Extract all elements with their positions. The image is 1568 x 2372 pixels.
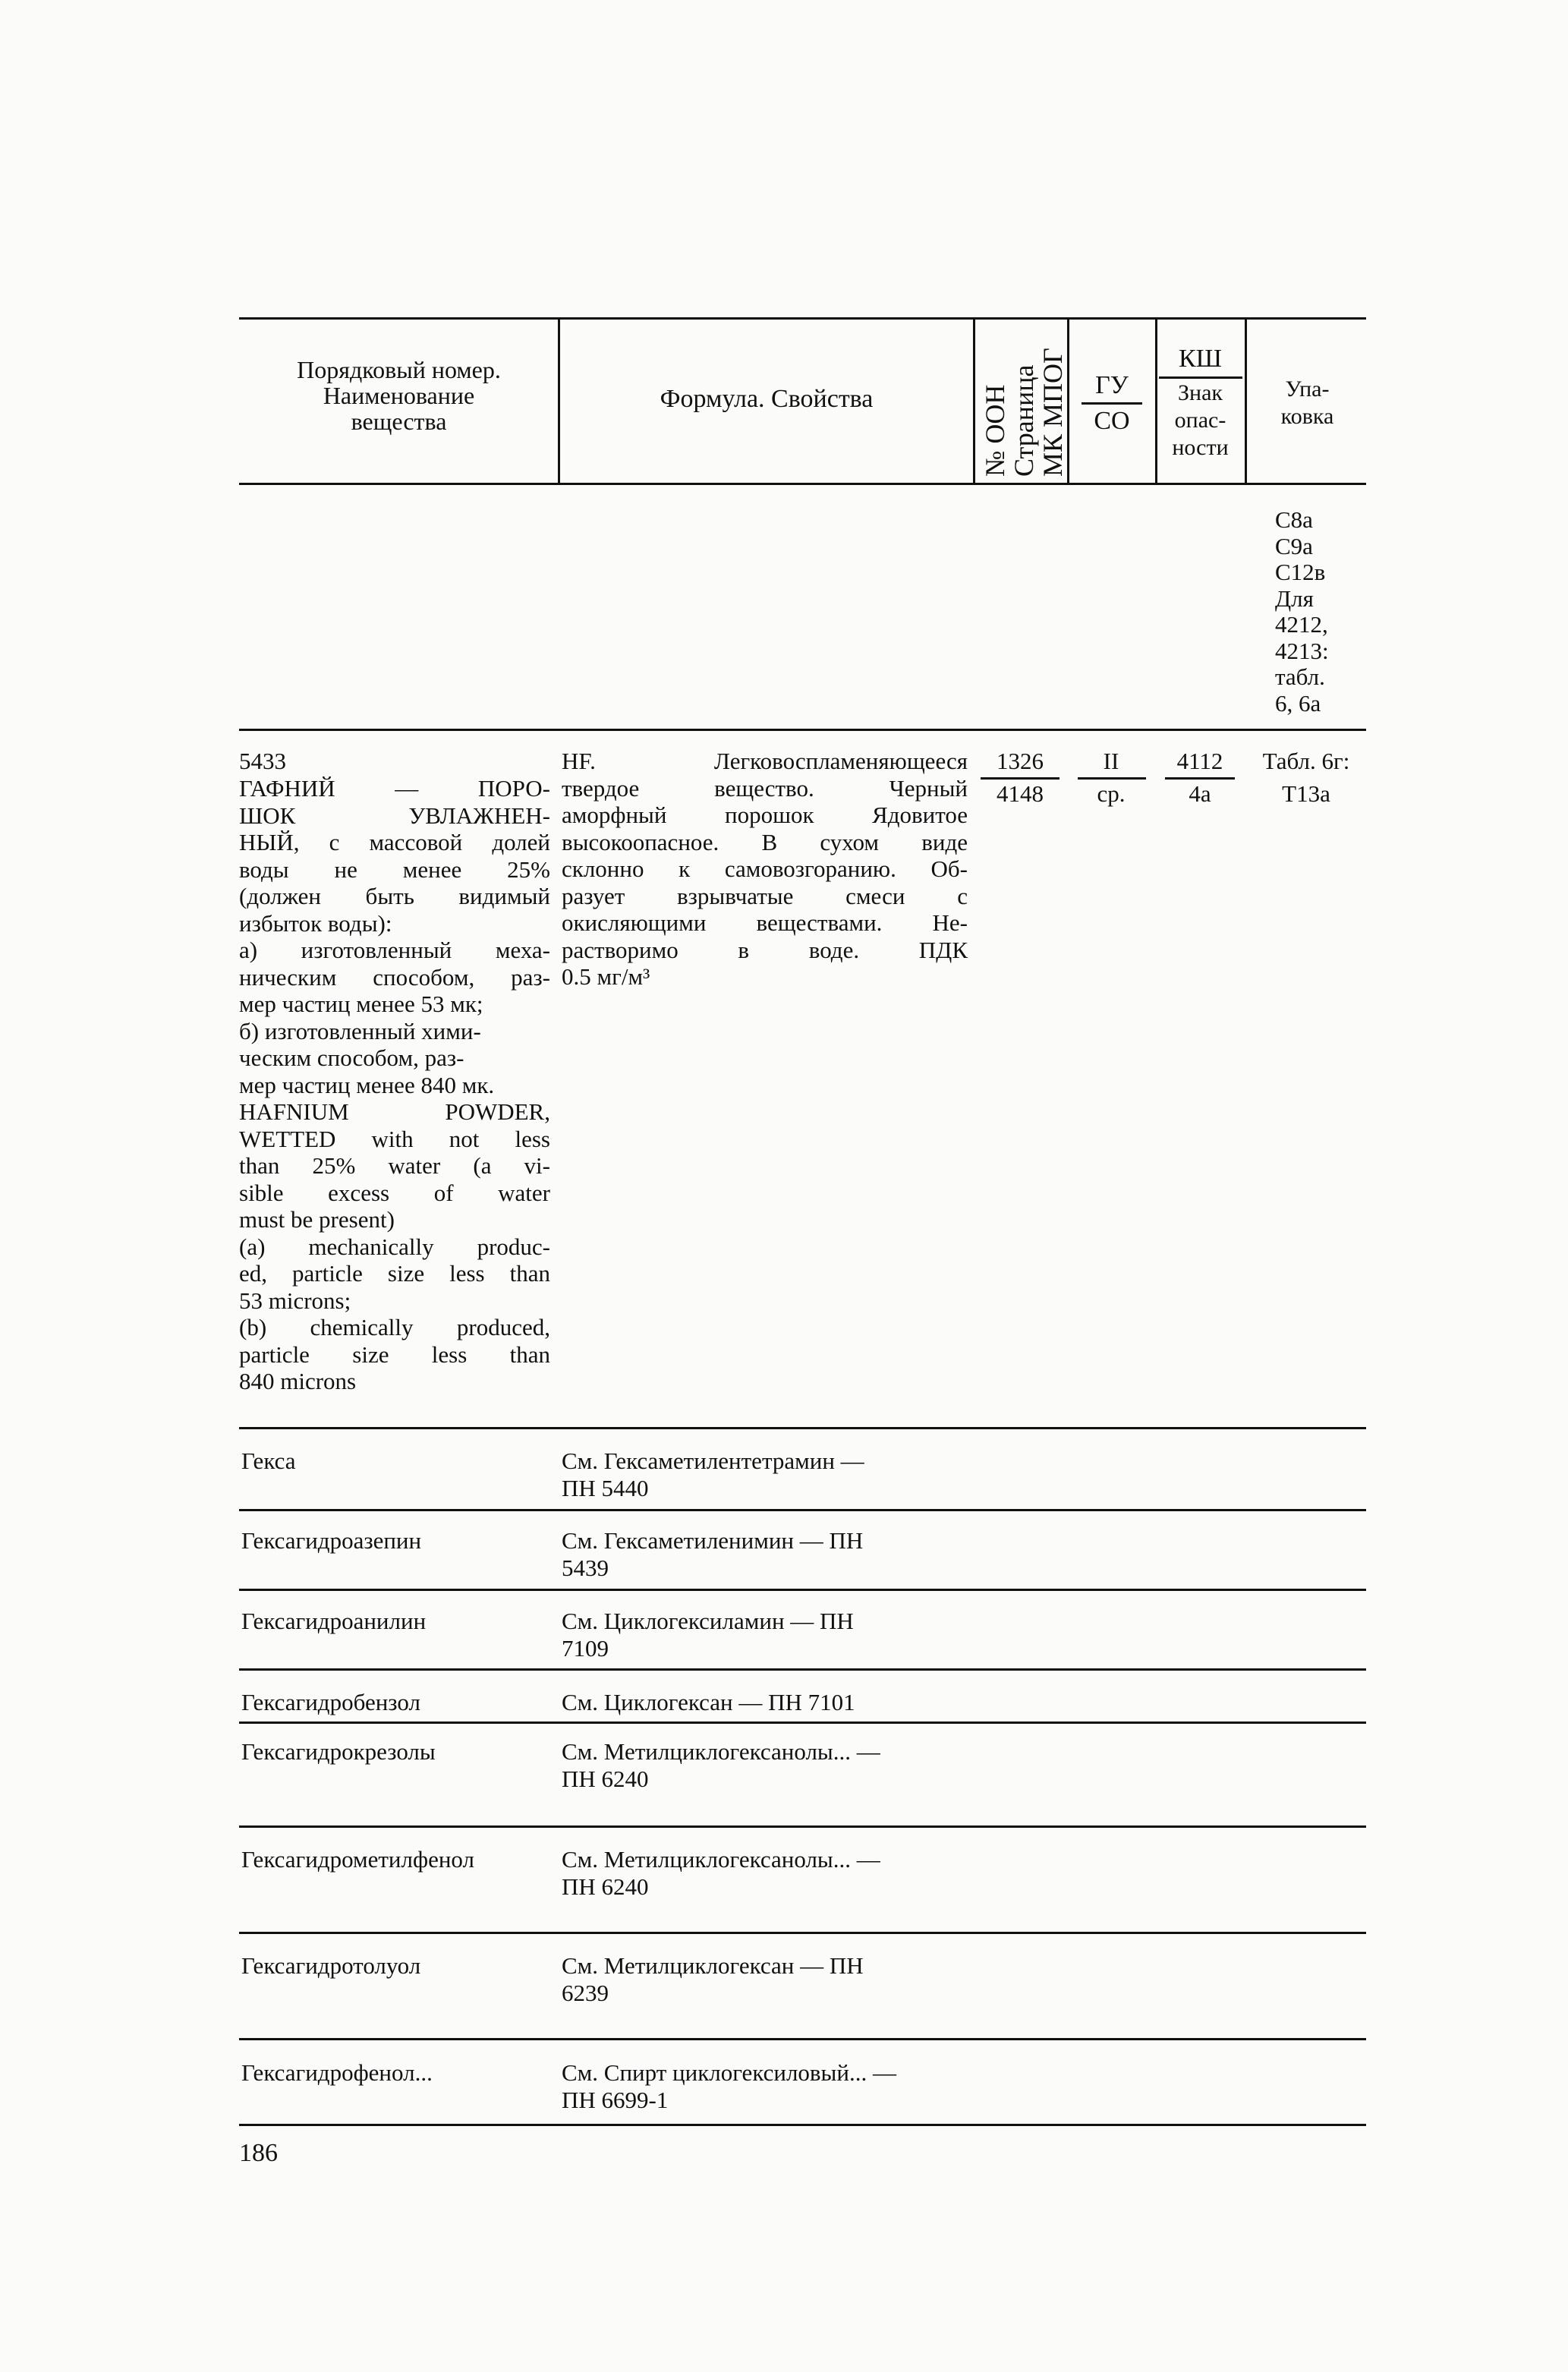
ref-name: Гексагидротолуол: [241, 1952, 421, 1979]
ref-name: Гексагидрокрезолы: [241, 1738, 436, 1765]
entry-properties-line: высокоопасное. В сухом виде: [562, 828, 968, 855]
entry-name-line: ческим способом, раз-: [239, 1044, 464, 1071]
continuation-packing-line: С12в: [1275, 559, 1326, 585]
entry-properties-line: разует взрывчатые смеси с: [562, 882, 968, 909]
entry-gu-rule: [1078, 777, 1146, 780]
ref-text: [562, 1447, 971, 1502]
entry-page: 4148: [997, 780, 1044, 807]
ref-text: [562, 1689, 971, 1716]
entry-ksh-rule: [1165, 777, 1235, 780]
entry-gu: II: [1103, 748, 1119, 774]
page-number: 186: [239, 2139, 278, 2167]
row-rule: [239, 1722, 1366, 1724]
header-separator-5: [1245, 319, 1247, 483]
header-col-sign-line: опас-: [1174, 408, 1226, 433]
ref-text-line: 6239: [562, 1980, 609, 2006]
ref-text: [562, 1527, 971, 1582]
entry-properties-line: склонно к самовозгоранию. Об-: [562, 855, 968, 882]
ref-text: [562, 2059, 971, 2114]
header-col-name: [241, 357, 556, 434]
entry-name-line: particle size less than: [239, 1340, 550, 1368]
header-col-sign: [1157, 380, 1243, 461]
continuation-packing-line: 4213:: [1275, 637, 1329, 664]
entry-properties-line: HF. Легковоспламеняющееся: [562, 748, 968, 774]
entry-name-line: 840 microns: [239, 1368, 357, 1394]
entry-name-line: ШОК УВЛАЖНЕН-: [239, 802, 550, 829]
header-col-page-label: Страница: [1009, 364, 1039, 477]
row-rule: [239, 1932, 1366, 1934]
entry-packing-bottom: Т13а: [1282, 780, 1330, 807]
ref-text: [562, 1608, 971, 1662]
header-col-properties: Формула. Свойства: [660, 385, 874, 413]
entry-name-line: (должен быть видимый: [239, 883, 550, 909]
entry-properties-line: аморфный порошок Ядовитое: [562, 802, 968, 828]
ref-text-line: 7109: [562, 1635, 609, 1662]
header-col-sign-line: ности: [1172, 435, 1229, 460]
entry-name-line: мер частиц менее 53 мк;: [239, 991, 483, 1017]
header-col-ksh: КШ: [1179, 345, 1222, 373]
entry-name-line: мер частиц менее 840 мк.: [239, 1071, 495, 1098]
entry-name-line: must be present): [239, 1206, 395, 1233]
entry-name-line: 53 microns;: [239, 1287, 351, 1314]
continuation-packing-line: табл.: [1275, 663, 1325, 690]
entry-name-line: ed, particle size less than: [239, 1260, 550, 1287]
ref-text-line: См. Метилциклогексанолы... —: [562, 1846, 880, 1873]
header-bottom-rule: [239, 483, 1366, 485]
ref-name: Гексагидроанилин: [241, 1608, 427, 1634]
entry-properties-line: твердое вещество. Черный: [562, 774, 968, 802]
entry-un-number: 1326: [997, 748, 1044, 774]
entry-name: [239, 775, 550, 1395]
ref-text-line: ПН 6240: [562, 1766, 649, 1792]
section-rule: [239, 729, 1366, 731]
entry-name-line: HAFNIUM POWDER,: [239, 1098, 550, 1125]
row-rule: [239, 2038, 1366, 2040]
header-col-un-number: № ООН: [980, 384, 1010, 477]
ref-text-line: См. Спирт циклогексиловый... —: [562, 2059, 896, 2086]
entry-properties-line: растворимо в воде. ПДК: [562, 936, 968, 963]
entry-packing-top: Табл. 6г:: [1262, 748, 1350, 774]
header-col-name-line: Наименование: [323, 382, 475, 409]
ref-text-line: 5439: [562, 1555, 609, 1581]
ref-name: Гекса: [241, 1447, 296, 1474]
entry-properties-line: окисляющими веществами. Не-: [562, 909, 968, 936]
header-col-mk-mpog: МК МПОГ: [1037, 348, 1068, 477]
table-top-rule: [239, 317, 1366, 320]
entry-name-line: НЫЙ, с массовой долей: [239, 829, 550, 855]
ref-text: [562, 1952, 971, 2007]
header-col-packing-line: ковка: [1280, 404, 1334, 429]
section-rule: [239, 1427, 1366, 1429]
ref-name: Гексагидрофенол...: [241, 2059, 433, 2086]
continuation-packing: [1275, 507, 1366, 717]
ref-text-line: См. Циклогексиламин — ПН: [562, 1608, 854, 1634]
ref-text-line: См. Гексаметиленимин — ПН: [562, 1527, 864, 1554]
ref-text-line: См. Метилциклогексанолы... —: [562, 1738, 880, 1765]
ref-text-line: ПН 6699-1: [562, 2087, 669, 2113]
entry-properties: [562, 748, 968, 991]
entry-un-rule: [981, 777, 1060, 780]
header-col-name-line: вещества: [351, 408, 447, 435]
ref-name: Гексагидроазепин: [241, 1527, 422, 1554]
row-rule: [239, 1509, 1366, 1511]
header-col-ksh-rule: [1159, 376, 1242, 379]
entry-name-line: избыток воды):: [239, 909, 392, 937]
entry-sign: 4а: [1189, 780, 1211, 807]
header-col-packing: [1248, 376, 1366, 430]
continuation-packing-line: С9а: [1275, 532, 1313, 559]
header-col-sign-line: Знак: [1178, 380, 1223, 405]
entry-ksh: 4112: [1176, 748, 1223, 774]
entry-name-line: ГАФНИЙ — ПОРО-: [239, 775, 550, 802]
row-rule: [239, 1825, 1366, 1828]
entry-name-line: (a) mechanically produc-: [239, 1233, 550, 1260]
entry-name-line: than 25% water (a vi-: [239, 1152, 550, 1179]
ref-text-line: См. Гексаметилентетрамин —: [562, 1447, 864, 1474]
row-rule: [239, 1668, 1366, 1671]
ref-text-line: См. Метилциклогексан — ПН: [562, 1952, 864, 1979]
ref-text-line: См. Циклогексан — ПН 7101: [562, 1689, 855, 1715]
header-col-name-line: Порядковый номер.: [297, 356, 501, 383]
entry-number: 5433: [239, 748, 286, 774]
entry-name-line: воды не менее 25%: [239, 855, 550, 883]
ref-text-line: ПН 5440: [562, 1475, 649, 1501]
row-rule: [239, 1589, 1366, 1591]
ref-name: Гексагидробензол: [241, 1689, 420, 1715]
row-rule: [239, 2124, 1366, 2126]
continuation-packing-line: 4212,: [1275, 611, 1328, 638]
ref-name: Гексагидрометилфенол: [241, 1846, 474, 1873]
entry-name-line: sible excess of water: [239, 1179, 550, 1206]
entry-name-line: (b) chemically produced,: [239, 1314, 550, 1340]
continuation-packing-line: 6, 6а: [1275, 689, 1321, 717]
ref-text-line: ПН 6240: [562, 1873, 649, 1900]
continuation-packing-line: С8а: [1275, 506, 1313, 533]
entry-name-line: а) изготовленный меха-: [239, 937, 550, 963]
header-separator-2: [973, 319, 975, 483]
ref-text: [562, 1846, 971, 1901]
entry-properties-line: 0.5 мг/м³: [562, 963, 650, 990]
ref-text: [562, 1738, 971, 1793]
header-col-so: СО: [1094, 407, 1130, 435]
header-col-gu-rule: [1082, 402, 1142, 405]
entry-name-line: б) изготовленный хими-: [239, 1017, 481, 1044]
header-col-gu: ГУ: [1095, 371, 1129, 399]
continuation-packing-line: Для: [1275, 584, 1314, 612]
entry-name-line: ническим способом, раз-: [239, 963, 550, 991]
entry-name-line: WETTED with not less: [239, 1125, 550, 1152]
header-col-packing-line: Упа-: [1285, 376, 1330, 402]
entry-so: ср.: [1097, 780, 1126, 807]
